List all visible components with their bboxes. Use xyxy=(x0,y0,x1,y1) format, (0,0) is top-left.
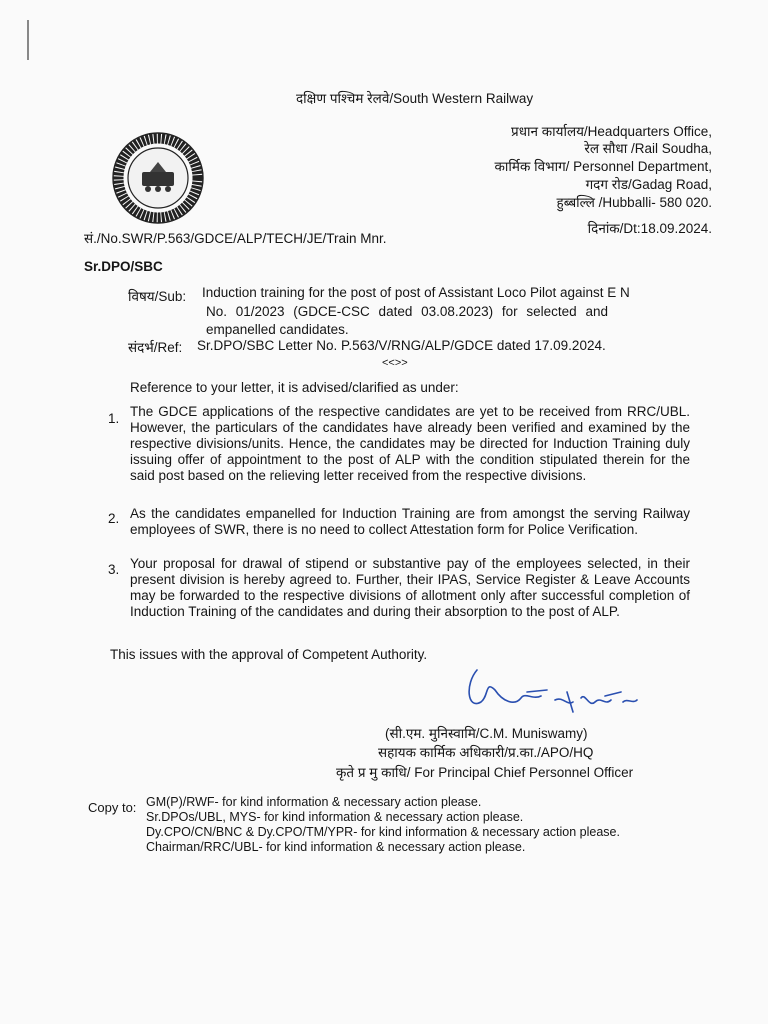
address-line-1: प्रधान कार्यालय/Headquarters Office, xyxy=(511,124,712,139)
address-line-2: रेल सौधा /Rail Soudha, xyxy=(584,141,712,156)
addressee: Sr.DPO/SBC xyxy=(84,259,163,274)
indian-railways-logo xyxy=(108,128,208,228)
copy-to-line: Sr.DPOs/UBL, MYS- for kind information & necessary action please. xyxy=(146,810,524,824)
subject-line-2: No. 01/2023 (GDCE-CSC dated 03.08.2023) for selected and xyxy=(206,304,608,319)
page-edge-mark xyxy=(27,20,29,60)
point-number: 3. xyxy=(108,562,120,577)
signatory-designation: सहायक कार्मिक अधिकारी/प्र.का./APO/HQ xyxy=(378,745,594,760)
separator: <<>> xyxy=(382,357,408,369)
reference-label: संदर्भ/Ref: xyxy=(128,340,183,355)
railway-name: दक्षिण पश्चिम रेलवे/South Western Railway xyxy=(296,91,534,106)
point-number: 1. xyxy=(108,411,120,426)
reference-text: Sr.DPO/SBC Letter No. P.563/V/RNG/ALP/GDCE dated 17.09.2024. xyxy=(197,338,606,353)
letter-date: दिनांक/Dt:18.09.2024. xyxy=(587,221,712,236)
signatory-name: (सी.एम. मुनिस्वामि/C.M. Muniswamy) xyxy=(385,726,588,741)
point-text: The GDCE applications of the respective candidates are yet to be received from RRC/UBL. However, the particulars of the candidates have already been verified and examined by the respective divisions/units. Hence, the candidates may be directed for Induction Training duly issuing offer of appointment to the post of ALP with the condition stipulated therein for the said post based on the relieving letter received from the respective divisions. xyxy=(130,404,690,483)
point-text: Your proposal for drawal of stipend or substantive pay of the employees selected, in their present division is hereby agreed to. Further, their IPAS, Service Register & Leave Accounts may be forwarded to the respective divisions of allotment only after successful completion of Induction Training of the candidates and during their absorption to the post of ALP. xyxy=(130,556,690,619)
reference-number: सं./No.SWR/P.563/GDCE/ALP/TECH/JE/Train Mnr. xyxy=(84,231,387,246)
copy-to-label: Copy to: xyxy=(88,800,137,815)
intro-text: Reference to your letter, it is advised/clarified as under: xyxy=(130,380,459,395)
handwritten-signature xyxy=(455,662,645,732)
point-text: As the candidates empanelled for Induction Training are from amongst the serving Railway employees of SWR, there is no need to collect Attestation form for Police Verification. xyxy=(130,506,690,537)
copy-to-line: Chairman/RRC/UBL- for kind information & necessary action please. xyxy=(146,840,526,854)
address-line-4: गदग रोड/Gadag Road, xyxy=(585,177,712,192)
subject-line-1: Induction training for the post of post of Assistant Loco Pilot against E N xyxy=(202,285,630,300)
copy-to-line: Dy.CPO/CN/BNC & Dy.CPO/TM/YPR- for kind information & necessary action please. xyxy=(146,825,620,839)
subject-line-3: empanelled candidates. xyxy=(206,322,349,337)
signatory-for: कृते प्र मु काधि/ For Principal Chief Personnel Officer xyxy=(336,765,634,780)
address-line-3: कार्मिक विभाग/ Personnel Department, xyxy=(494,159,712,174)
approval-text: This issues with the approval of Competent Authority. xyxy=(110,647,428,662)
subject-label: विषय/Sub: xyxy=(128,289,187,304)
copy-to-line: GM(P)/RWF- for kind information & necessary action please. xyxy=(146,795,482,809)
address-line-5: हुब्बल्लि /Hubballi- 580 020. xyxy=(556,195,712,210)
point-number: 2. xyxy=(108,511,120,526)
